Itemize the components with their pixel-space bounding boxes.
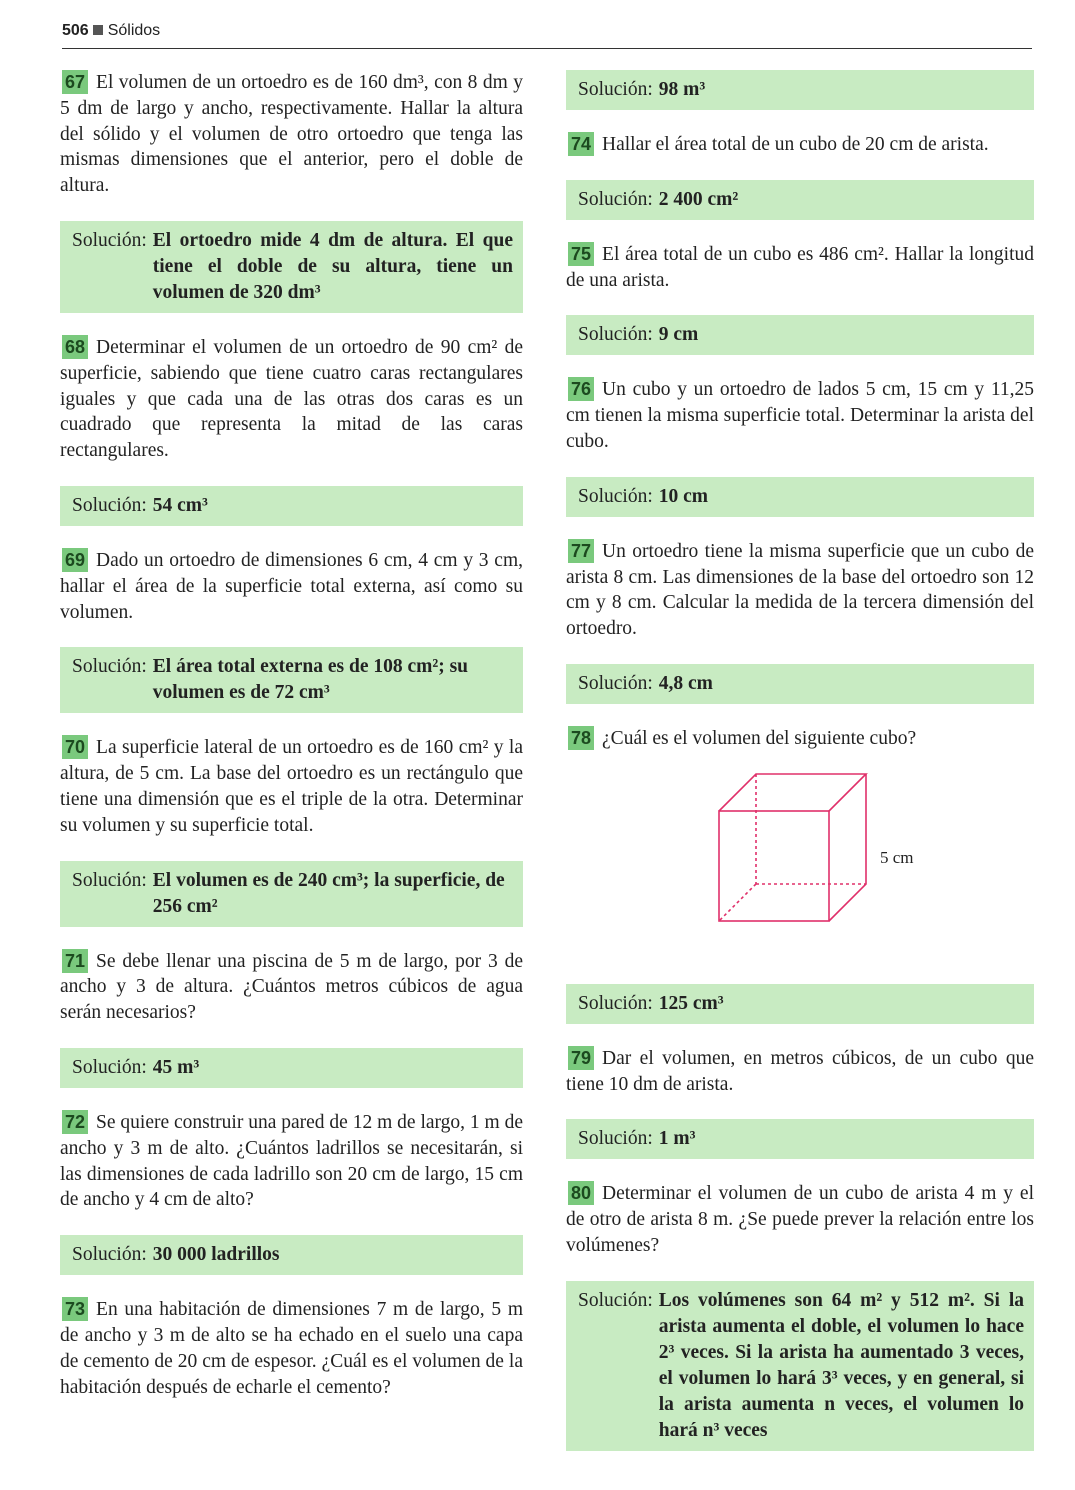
solution-text: 1 m³ xyxy=(658,1128,696,1150)
cube-figure xyxy=(566,768,1034,968)
solution-label: Solución: xyxy=(578,485,653,507)
square-bullet-icon xyxy=(93,25,103,35)
cube-side-face xyxy=(829,774,866,921)
problem-number: 67 xyxy=(62,70,88,94)
solution-label: Solución: xyxy=(578,1289,653,1311)
solution-79 xyxy=(566,1119,1034,1159)
hidden-edge-depth xyxy=(719,884,756,921)
page-header xyxy=(62,22,1032,49)
solution-label: Solución: xyxy=(72,1244,147,1266)
solution-70 xyxy=(60,861,523,927)
solution-67 xyxy=(60,221,523,313)
solution-78 xyxy=(566,984,1034,1024)
solution-73 xyxy=(566,70,1034,110)
solution-text: 125 cm³ xyxy=(658,992,724,1014)
solution-68 xyxy=(60,486,523,526)
solution-77 xyxy=(566,664,1034,704)
solution-72 xyxy=(60,1235,523,1275)
problem-text: El volumen de un ortoedro es de 160 dm³, con 8 dm y 5 dm de largo y ancho, respectivamente. Hallar la altura del sólido y el volumen de otro ortoedro que tenga las mismas dimensiones que el anterior, pero el doble de altura. xyxy=(60,72,523,197)
problem-text: Un cubo y un ortoedro de lados 5 cm, 15 cm y 11,25 cm tienen la misma superficie total. Determinar la arista del cubo. xyxy=(566,379,1034,452)
problem-number: 80 xyxy=(568,1181,594,1205)
problem-69 xyxy=(60,548,523,625)
solution-text: Los volúmenes son 64 m² y 512 m². Si la arista aumenta el doble, el volumen lo hace 2³ veces. Si la arista ha aumentado 3 veces, el volumen lo hará 3³ veces, y en general, si la arista aumenta n veces, el volumen lo hará n³ veces xyxy=(658,1289,1024,1441)
problem-text: Hallar el área total de un cubo de 20 cm de arista. xyxy=(602,134,989,155)
problem-67 xyxy=(60,70,523,199)
solution-label: Solución: xyxy=(72,494,147,516)
problem-text: Determinar el volumen de un ortoedro de 90 cm² de superficie, sabiendo que tiene cuatro caras rectangulares iguales y que cada una de las otras dos caras es un cuadrado que representa la mitad de las caras rectangulares. xyxy=(60,336,523,462)
problem-72 xyxy=(60,1110,523,1213)
cube-front-face xyxy=(719,811,829,921)
solution-text: El ortoedro mide 4 dm de altura. El que tiene el doble de su altura, tiene un volumen de 320 dm³ xyxy=(152,229,513,303)
problem-75 xyxy=(566,242,1034,294)
solution-text: 30 000 ladrillos xyxy=(152,1244,280,1266)
problem-number: 72 xyxy=(62,1110,88,1134)
solution-label: Solución: xyxy=(72,869,147,891)
solution-text: 45 m³ xyxy=(152,1056,200,1078)
solution-label: Solución: xyxy=(578,672,653,694)
problem-68 xyxy=(60,335,523,464)
problem-number: 76 xyxy=(568,377,594,401)
solution-text: 9 cm xyxy=(658,324,699,346)
solution-80 xyxy=(566,1281,1034,1451)
problem-number: 77 xyxy=(568,539,594,563)
problem-text: En una habitación de dimensiones 7 m de largo, 5 m de ancho y 3 m de alto se ha echado en el suelo una capa de cemento de 20 cm de espesor. ¿Cuál es el volumen de la habitación después de echarle el cemento? xyxy=(60,1299,523,1398)
problem-text: El área total de un cubo es 486 cm². Hallar la longitud de una arista. xyxy=(566,243,1034,291)
problem-number: 70 xyxy=(62,735,88,759)
problem-text: Un ortoedro tiene la misma superficie que un cubo de arista 8 cm. Las dimensiones de la base del ortoedro son 12 cm y 8 cm. Calcular la medida de la tercera dimensión del ortoedro. xyxy=(566,540,1034,640)
problem-text: ¿Cuál es el volumen del siguiente cubo? xyxy=(602,727,917,749)
problem-79 xyxy=(566,1046,1034,1098)
solution-text: 54 cm³ xyxy=(152,494,208,516)
problem-74 xyxy=(566,132,1034,158)
solution-69 xyxy=(60,647,523,713)
cube-diagram xyxy=(716,768,876,928)
problem-number: 79 xyxy=(568,1046,594,1070)
solution-text: 4,8 cm xyxy=(658,672,713,694)
solution-text: El área total externa es de 108 cm²; su volumen es de 72 cm³ xyxy=(152,656,469,704)
cube-top-face xyxy=(719,774,866,811)
solution-label: Solución: xyxy=(72,656,147,678)
solution-label: Solución: xyxy=(72,1056,147,1078)
problem-80 xyxy=(566,1181,1034,1258)
solution-label: Solución: xyxy=(72,229,147,251)
solution-text: 10 cm xyxy=(658,485,709,507)
section-title: Sólidos xyxy=(107,22,161,39)
problem-76 xyxy=(566,377,1034,454)
problem-number: 69 xyxy=(62,548,88,572)
problem-text: Dado un ortoedro de dimensiones 6 cm, 4 cm y 3 cm, hallar el área de la superficie total externa, así como su volumen. xyxy=(60,549,523,623)
solution-label: Solución: xyxy=(578,992,653,1014)
solution-76 xyxy=(566,477,1034,517)
solution-text: 98 m³ xyxy=(658,79,706,100)
problem-text: Se debe llenar una piscina de 5 m de largo, por 3 de ancho y 3 de altura. ¿Cuántos metros cúbicos de agua serán necesarios? xyxy=(60,950,523,1024)
problem-77 xyxy=(566,539,1034,642)
problem-number: 73 xyxy=(62,1297,88,1321)
right-column xyxy=(566,70,1034,1473)
problem-text: Dar el volumen, en metros cúbicos, de un cubo que tiene 10 dm de arista. xyxy=(566,1047,1034,1095)
solution-71 xyxy=(60,1048,523,1088)
problem-number: 75 xyxy=(568,242,594,266)
page-number: 506 xyxy=(62,22,89,39)
problem-number: 74 xyxy=(568,132,594,156)
left-column xyxy=(60,70,523,1422)
solution-label: Solución: xyxy=(578,188,653,210)
solution-label: Solución: xyxy=(578,79,653,100)
cube-edge-label: 5 cm xyxy=(880,847,914,867)
solution-label: Solución: xyxy=(578,324,653,346)
problem-70 xyxy=(60,735,523,838)
problem-number: 68 xyxy=(62,335,88,359)
solution-label: Solución: xyxy=(578,1128,653,1150)
solution-text: 2 400 cm² xyxy=(658,188,739,210)
problem-text: Se quiere construir una pared de 12 m de largo, 1 m de ancho y 3 m de alto. ¿Cuántos ladrillos se necesitarán, si las dimensiones de cada ladrillo son 20 cm de largo, 15 cm de ancho y 4 cm de alto? xyxy=(60,1111,523,1211)
solution-text: El volumen es de 240 cm³; la superficie, de 256 cm² xyxy=(152,869,505,917)
solution-74 xyxy=(566,180,1034,220)
problem-78 xyxy=(566,726,1034,752)
problem-number: 71 xyxy=(62,949,88,973)
problem-73 xyxy=(60,1297,523,1400)
problem-71 xyxy=(60,949,523,1026)
problem-text: La superficie lateral de un ortoedro es de 160 cm² y la altura, de 5 cm. La base del ortoedro es un rectángulo que tiene una dimensión que es el triple de la otra. Determinar su volumen y su superficie total. xyxy=(60,737,523,836)
solution-75 xyxy=(566,315,1034,355)
problem-text: Determinar el volumen de un cubo de arista 4 m y el de otro de arista 8 m. ¿Se puede prever la relación entre los volúmenes? xyxy=(566,1183,1034,1256)
problem-number: 78 xyxy=(568,726,594,750)
